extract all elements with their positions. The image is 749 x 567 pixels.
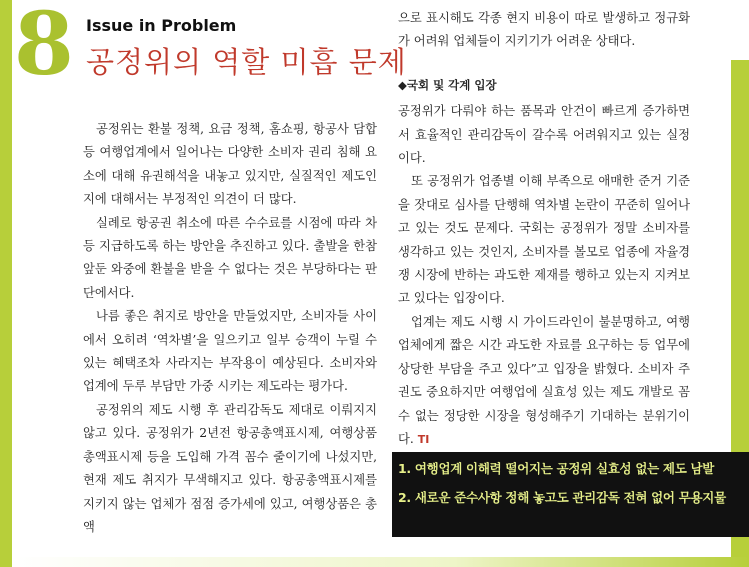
summary-item-2: 2. 새로운 준수사항 정해 놓고도 관리감독 전혀 없어 무용지물 — [398, 490, 726, 505]
issue-kicker: Issue in Problem — [86, 16, 237, 35]
left-paragraph-4: 공정위의 제도 시행 후 관리감독도 제대로 이뤄지지 않고 있다. 공정위가 2년전 항공총액표시제, 여행상품총액표시제 등을 도입해 가격 꼼수 줄이기에 나섰지만, 현재 제도 취지가 무색해지고 있다. 항공총액표시제를 지키지 않는 업체가 점점 증가세에 있고, 여행상품은 총액 — [83, 402, 377, 534]
summary-box — [392, 452, 749, 537]
issue-number: 8 — [14, 0, 74, 95]
left-column — [83, 118, 377, 539]
right-paragraph-1: 공정위가 다뤄야 하는 품목과 안건이 빠르게 증가하면서 효율적인 관리감독이 갈수록 어려워지고 있는 실정이다. — [398, 104, 690, 166]
right-paragraph-2: 또 공정위가 업종별 이해 부족으로 애매한 준거 기준을 잣대로 심사를 단행해 역차별 논란이 꾸준히 일어나고 있는 것도 문제다. 국회는 공정위가 정말 소비자를 생각하고 있는 것인지, 소비자를 볼모로 업종에 자율경쟁 시장에 반하는 과도한 제재를 행하고 있는지 지켜보고 있다는 입장이다. — [398, 174, 690, 306]
right-continuation: 으로 표시해도 각종 현지 비용이 따로 발생하고 정규화가 어려워 업체들이 지키기가 어려운 상태다. — [398, 11, 690, 49]
section-heading: ◆국회 및 각계 입장 — [398, 77, 497, 92]
left-paragraph-1: 공정위는 환불 정책, 요금 정책, 홈쇼핑, 항공사 담합 등 여행업계에서 일어나는 다양한 소비자 권리 침해 요소에 대해 유권해석을 내놓고 있지만, 실질적인 제도인지에 대해서는 부정적인 의견이 더 많다. — [83, 122, 377, 207]
right-column — [398, 7, 690, 451]
left-accent-bar — [0, 0, 12, 567]
bottom-accent-strip — [12, 557, 749, 567]
article-title: 공정위의 역할 미흡 문제 — [86, 45, 407, 79]
right-paragraph-3-text: 업계는 제도 시행 시 가이드라인이 불분명하고, 여행업체에게 짧은 시간 과도한 자료를 요구하는 등 업무에 상당한 부담을 주고 있다”고 입장을 밝혔다. 소비자 주권도 중요하지만 여행업에 실효성 있는 제도 개발로 꼼수 없는 정당한 시장을 형성해주기 기대하는 분위기이다. — [398, 314, 690, 446]
summary-item-1: 1. 여행업계 이해력 떨어지는 공정위 실효성 없는 제도 남발 — [398, 461, 715, 476]
end-mark: TI — [417, 432, 430, 446]
left-paragraph-3: 나름 좋은 취지로 방안을 만들었지만, 소비자들 사이에서 오히려 ‘역차별’을 일으키고 일부 승객이 누릴 수 있는 혜택조차 사라지는 부작용이 예상된다. 소비자와 업계에 두루 부담만 가중 시키는 제도라는 평가다. — [83, 309, 377, 394]
left-paragraph-2: 실례로 항공권 취소에 따른 수수료를 시점에 따라 차등 지급하도록 하는 방안을 추진하고 있다. 출발을 한참 앞둔 와중에 환불을 받을 수 없다는 것은 부당하다는 판단에서다. — [83, 215, 377, 300]
right-paragraph-3 — [398, 311, 690, 451]
